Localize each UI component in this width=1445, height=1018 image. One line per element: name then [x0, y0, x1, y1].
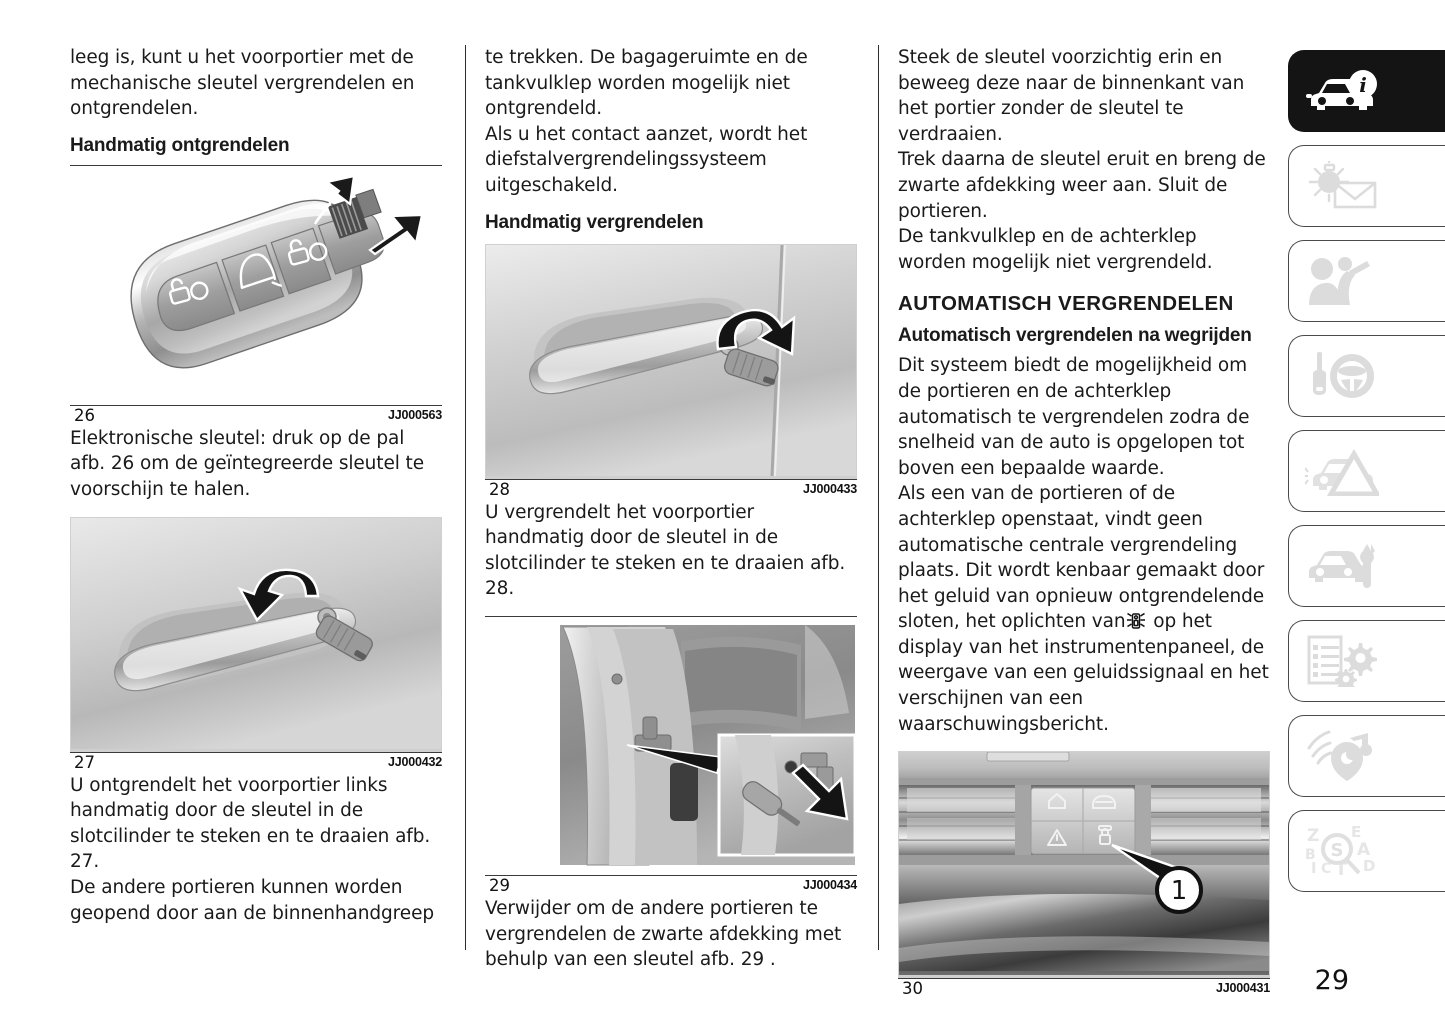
car-warning-triangle-icon	[1305, 446, 1379, 496]
figure-29-caption	[485, 876, 857, 896]
page-number: 29	[1314, 965, 1349, 996]
col1-paragraph-1: leeg is, kunt u het voorportier met de mechanische sleutel vergrendelen en ontgrendelen.	[70, 47, 415, 120]
list-gears-icon	[1305, 635, 1377, 687]
figure-29-image	[485, 617, 857, 875]
svg-text:Z: Z	[1307, 826, 1320, 846]
col2-paragraph-3: U vergrendelt het voorportier handmatig door de sleutel in de slotcilinder te steken en te draaien afb. 28.	[485, 501, 846, 600]
center-console-illustration	[899, 752, 1269, 975]
col1-heading-handmatig-ontgrendelen: Handmatig ontgrendelen	[70, 134, 290, 156]
col3-paragraph-2: Trek daarna de sleutel eruit en breng de zwarte afdekking weer aan. Sluit de portieren.	[898, 149, 1266, 222]
column-3	[898, 45, 1270, 999]
figure-27-image	[70, 517, 442, 752]
col3-paragraph-5	[898, 481, 1270, 737]
figure-30-image	[898, 751, 1270, 978]
svg-text:E: E	[1351, 825, 1362, 841]
col3-paragraph-5a: Als een van de portieren of de achterklep openstaat, vindt geen automatische centrale vergrendeling plaats. Dit wordt kenbaar gemaakt door het geluid van opnieuw ontgrendelende sloten, het oplichten van	[898, 483, 1265, 633]
col1-paragraph-4: De andere portieren kunnen worden geopend door aan de binnenhandgreep	[70, 876, 434, 924]
column-2	[485, 45, 857, 973]
column-1	[70, 45, 442, 926]
figure-26-number: 26	[74, 405, 95, 425]
figure-28-code: JJ000433	[802, 481, 857, 496]
col1-paragraph-2: Elektronische sleutel: druk op de pal afb. 26 om de geïntegreerde sleutel te voorschijn te halen.	[70, 427, 424, 500]
col3-heading-automatisch-vergrendelen: AUTOMATISCH VERGRENDELEN	[898, 292, 1234, 316]
tab-specifications[interactable]	[1288, 620, 1445, 702]
key-fob-illustration	[70, 166, 442, 405]
col3-paragraph-4: Dit systeem biedt de mogelijkheid om de portieren en de achterklep automatisch te vergrendelen zodra de snelheid van de auto is opgelopen tot boven een bepaalde waarde.	[898, 355, 1250, 479]
col1-paragraph-3: U ontgrendelt het voorportier links handmatig door de sleutel in de slotcilinder te steken en te draaien afb. 27.	[70, 774, 431, 873]
svg-text:C: C	[1321, 861, 1332, 877]
figure-29-code: JJ000434	[802, 877, 857, 892]
col2-paragraph-2: Als u het contact aanzet, wordt het diefstalvergrendelingssysteem uitgeschakeld.	[485, 123, 808, 196]
svg-text:B: B	[1305, 847, 1316, 863]
svg-text:I: I	[1311, 859, 1317, 877]
car-info-icon	[1305, 68, 1381, 114]
tab-alphabetical-index[interactable]	[1288, 810, 1445, 892]
figure-30-callout-1: 1	[1170, 876, 1188, 907]
svg-text:T: T	[1335, 859, 1348, 877]
door-handle-unlock-illustration	[71, 518, 441, 749]
figure-27-caption	[70, 753, 442, 773]
col3-paragraph-3: De tankvulklep en de achterklep worden mogelijk niet vergrendeld.	[898, 226, 1213, 273]
car-wrench-icon	[1305, 542, 1379, 590]
tab-emergency[interactable]	[1288, 430, 1445, 512]
tab-safety[interactable]	[1288, 240, 1445, 322]
column-divider-2	[878, 45, 879, 950]
figure-26-code: JJ000563	[387, 407, 442, 422]
figure-27-code: JJ000432	[387, 754, 442, 769]
figure-27-number: 27	[74, 752, 95, 772]
column-divider-1	[465, 45, 466, 950]
wifi-music-note-icon	[1305, 730, 1375, 782]
figure-26-image	[70, 166, 442, 405]
col3-subheading-na-wegrijden: Automatisch vergrendelen na wegrijden	[898, 325, 1252, 347]
tab-dashboard-display[interactable]	[1288, 145, 1445, 227]
figure-30-caption	[898, 979, 1270, 999]
section-tabs-sidebar	[1288, 50, 1445, 905]
door-ajar-warning-icon	[1125, 611, 1147, 631]
figure-27	[70, 517, 442, 773]
svg-text:D: D	[1363, 857, 1376, 875]
figure-28-caption	[485, 480, 857, 500]
figure-28-number: 28	[489, 479, 510, 499]
figure-30	[898, 751, 1270, 999]
figure-29-number: 29	[489, 875, 510, 895]
col3-paragraph-5b: op het display van het instrumentenpaneel, de weergave van een geluidssignaal en het verschijnen van een waarschuwingsbericht.	[898, 611, 1269, 735]
tab-multimedia[interactable]	[1288, 715, 1445, 797]
figure-26	[70, 165, 442, 426]
door-jamb-cover-illustration	[485, 617, 855, 875]
tab-starting-driving[interactable]	[1288, 335, 1445, 417]
col2-heading-handmatig-vergrendelen: Handmatig vergrendelen	[485, 211, 704, 233]
letters-magnifier-icon	[1305, 825, 1387, 877]
key-steering-wheel-icon	[1305, 350, 1375, 402]
tab-vehicle-info[interactable]	[1288, 50, 1445, 132]
figure-28	[485, 244, 857, 500]
sun-envelope-icon	[1305, 161, 1379, 211]
figure-26-caption	[70, 406, 442, 426]
figure-29	[485, 616, 857, 896]
svg-text:i: i	[1359, 73, 1367, 97]
tab-maintenance[interactable]	[1288, 525, 1445, 607]
svg-text:S: S	[1330, 840, 1344, 861]
airbag-seatbelt-icon	[1305, 255, 1371, 307]
col2-paragraph-1: te trekken. De bagageruimte en de tankvulklep worden mogelijk niet ontgrendeld.	[485, 47, 808, 120]
door-handle-lock-illustration	[486, 245, 856, 476]
col2-paragraph-4: Verwijder om de andere portieren te vergrendelen de zwarte afdekking met behulp van een sleutel afb. 29 .	[485, 897, 842, 971]
col3-paragraph-1: Steek de sleutel voorzichtig erin en beweeg deze naar de binnenkant van het portier zonder de sleutel te verdraaien.	[898, 47, 1245, 145]
figure-28-image	[485, 244, 857, 479]
svg-text:A: A	[1357, 840, 1371, 860]
figure-30-code: JJ000431	[1215, 981, 1270, 996]
figure-30-number: 30	[902, 979, 923, 999]
